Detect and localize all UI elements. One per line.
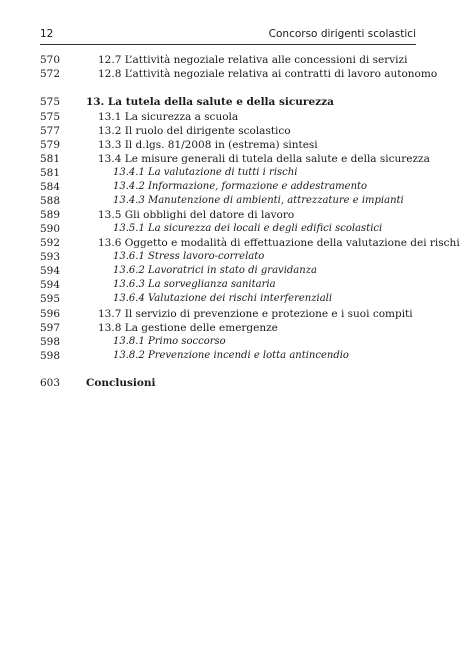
toc-entry bbox=[0, 95, 464, 109]
toc-entry-title: 13.6.4 Valutazione dei rischi interferenziali bbox=[113, 293, 333, 304]
toc-page-number: 595 bbox=[40, 293, 61, 305]
toc-page-number: 584 bbox=[40, 181, 61, 193]
toc-entry-title: 13.3 Il d.lgs. 81/2008 in (estrema) sintesi bbox=[98, 139, 318, 151]
toc-page-number: 570 bbox=[40, 54, 61, 66]
toc-entry bbox=[0, 138, 464, 152]
toc-entry-title: 13.6 Oggetto e modalità di effettuazione della valutazione dei rischi bbox=[98, 237, 460, 249]
toc-entry bbox=[0, 349, 464, 363]
toc-entry bbox=[0, 53, 464, 67]
toc-entry-title: 13.6.1 Stress lavoro-correlato bbox=[113, 251, 265, 262]
toc-page-number: 598 bbox=[40, 336, 61, 348]
toc-entry-title: 13.8 La gestione delle emergenze bbox=[98, 322, 278, 334]
toc-entry bbox=[0, 208, 464, 222]
toc-entry bbox=[0, 180, 464, 194]
toc-entry bbox=[0, 278, 464, 292]
toc-entry bbox=[0, 222, 464, 236]
toc-page-number: 575 bbox=[40, 96, 61, 108]
toc-page-number: 581 bbox=[40, 167, 61, 179]
toc-page-number: 575 bbox=[40, 111, 61, 123]
toc-entry-title: 13.4.3 Manutenzione di ambienti, attrezzature e impianti bbox=[113, 195, 404, 206]
toc-entry-title: 13.8.1 Primo soccorso bbox=[113, 336, 226, 347]
toc-entry bbox=[0, 124, 464, 138]
toc-entry-title: 13.2 Il ruolo del dirigente scolastico bbox=[98, 125, 291, 137]
toc-page-number: 581 bbox=[40, 153, 61, 165]
toc-entry-title: 13.5 Gli obblighi del datore di lavoro bbox=[98, 209, 295, 221]
page-number: 12 bbox=[40, 28, 54, 40]
page-header bbox=[40, 26, 416, 44]
toc-page-number: 596 bbox=[40, 308, 61, 320]
toc-page-number: 593 bbox=[40, 251, 61, 263]
toc-page-number: 597 bbox=[40, 322, 61, 334]
toc-entry bbox=[0, 110, 464, 124]
toc-entry-title: 13. La tutela della salute e della sicurezza bbox=[86, 96, 334, 108]
toc-entry bbox=[0, 194, 464, 208]
toc-entry bbox=[0, 264, 464, 278]
toc-entry-title: 13.8.2 Prevenzione incendi e lotta antincendio bbox=[113, 350, 349, 361]
toc-entry bbox=[0, 321, 464, 335]
toc-page-number: 598 bbox=[40, 350, 61, 362]
toc-entry bbox=[0, 335, 464, 349]
toc-entry bbox=[0, 307, 464, 321]
toc-entry-title: 13.6.2 Lavoratrici in stato di gravidanza bbox=[113, 265, 317, 276]
toc-page-number: 579 bbox=[40, 139, 61, 151]
toc-page-number: 589 bbox=[40, 209, 61, 221]
toc-entry bbox=[0, 376, 464, 390]
toc-entry-title: Conclusioni bbox=[86, 377, 156, 389]
toc-entry-title: 13.4.2 Informazione, formazione e addestramento bbox=[113, 181, 368, 192]
toc-page-number: 572 bbox=[40, 68, 61, 80]
toc-entry bbox=[0, 250, 464, 264]
toc-page-number: 588 bbox=[40, 195, 61, 207]
running-title: Concorso dirigenti scolastici bbox=[268, 28, 416, 40]
toc-entry bbox=[0, 152, 464, 166]
toc-entry-title: 13.4 Le misure generali di tutela della salute e della sicurezza bbox=[98, 153, 430, 165]
toc-page-number: 594 bbox=[40, 265, 61, 277]
header-rule bbox=[40, 44, 416, 45]
toc-entry-title: 13.6.3 La sorveglianza sanitaria bbox=[113, 279, 276, 290]
toc-page-number: 603 bbox=[40, 377, 61, 389]
toc-page-number: 590 bbox=[40, 223, 61, 235]
toc-entry bbox=[0, 236, 464, 250]
toc-page-number: 592 bbox=[40, 237, 61, 249]
toc-entry-title: 13.1 La sicurezza a scuola bbox=[98, 111, 239, 123]
toc-entry bbox=[0, 166, 464, 180]
toc-page-number: 577 bbox=[40, 125, 61, 137]
toc-entry-title: 13.4.1 La valutazione di tutti i rischi bbox=[113, 167, 298, 178]
toc-entry-title: 12.7 L’attività negoziale relativa alle concessioni di servizi bbox=[98, 54, 408, 66]
toc-entry bbox=[0, 292, 464, 306]
toc-entry-title: 13.7 Il servizio di prevenzione e protezione e i suoi compiti bbox=[98, 308, 413, 320]
toc-entry bbox=[0, 67, 464, 81]
toc-entry-title: 13.5.1 La sicurezza dei locali e degli edifici scolastici bbox=[113, 223, 383, 234]
toc-page-number: 594 bbox=[40, 279, 61, 291]
toc-entry-title: 12.8 L’attività negoziale relativa ai contratti di lavoro autonomo bbox=[98, 68, 438, 80]
